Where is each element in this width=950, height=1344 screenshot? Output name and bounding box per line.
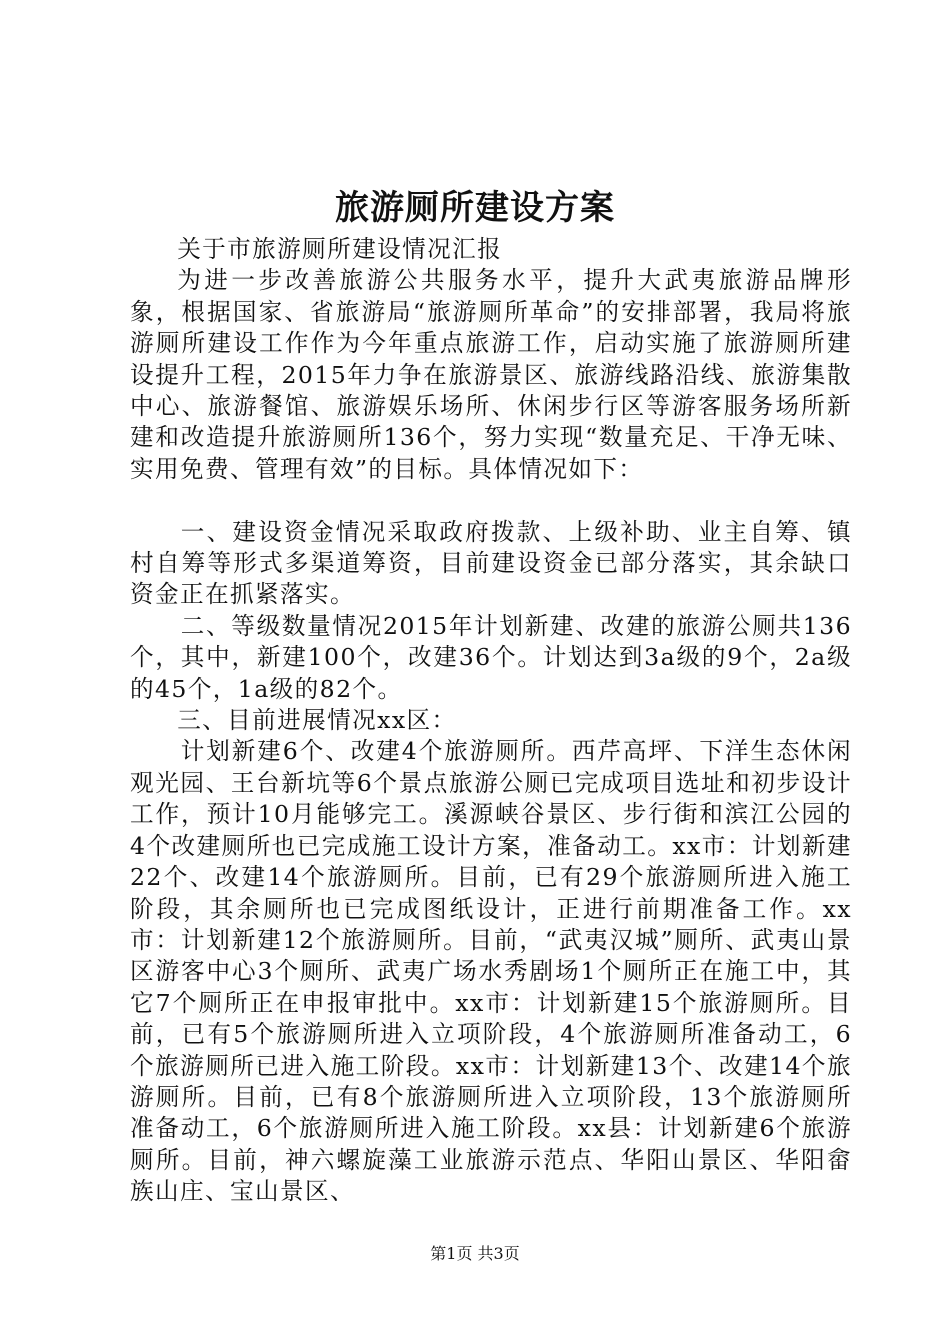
paragraph-quantity: 二、等级数量情况2015年计划新建、改建的旅游公厕共136个，其中，新建100个，改建36个。计划达到3a级的9个，2a级的45个，1a级的82个。 [130, 611, 852, 703]
document-title: 旅游厕所建设方案 [335, 188, 615, 228]
paragraph-progress-detail: 计划新建6个、改建4个旅游厕所。西芹高坪、下洋生态休闲观光园、王台新坑等6个景点旅游公厕已完成项目选址和初步设计工作，预计10月能够完工。溪源峡谷景区、步行街和滨江公园的4个改建厕所也已完成施工设计方案，准备动工。xx市：计划新建22个、改建14个旅游厕所。目前，已有29个旅游厕所进入施工阶段，其余厕所也已完成图纸设计，正进行前期准备工作。xx市：计划新建12个旅游厕所。目前，“武夷汉城”厕所、武夷山景区游客中心3个厕所、武夷广场水秀剧场1个厕所正在施工中，其它7个厕所正在申报审批中。xx市：计划新建15个旅游厕所。目前，已有5个旅游厕所进入立项阶段，4个旅游厕所准备动工，6个旅游厕所已进入施工阶段。xx市：计划新建13个、改建14个旅游厕所。目前，已有8个旅游厕所进入立项阶段，13个旅游厕所准备动工，6个旅游厕所进入施工阶段。xx县：计划新建6个旅游厕所。目前，神六螺旋藻工业旅游示范点、华阳山景区、华阳畲族山庄、宝山景区、 [130, 737, 852, 1206]
document-subtitle: 关于市旅游厕所建设情况汇报 [177, 235, 503, 263]
document-body [130, 234, 852, 1208]
paragraph-progress-heading: 三、目前进展情况xx区： [177, 706, 457, 735]
paragraph-intro: 为进一步改善旅游公共服务水平，提升大武夷旅游品牌形象，根据国家、省旅游局“旅游厕所革命”的安排部署，我局将旅游厕所建设工作作为今年重点旅游工作，启动实施了旅游厕所建设提升工程，2015年力争在旅游景区、旅游线路沿线、旅游集散中心、旅游餐馆、旅游娱乐场所、休闲步行区等游客服务场所新建和改造提升旅游厕所136个，努力实现“数量充足、干净无味、实用免费、管理有效”的目标。具体情况如下： [130, 266, 852, 483]
page-footer: 第1页 共3页 [430, 1244, 520, 1263]
paragraph-funding: 一、建设资金情况采取政府拨款、上级补助、业主自筹、镇村自筹等形式多渠道筹资，目前建设资金已部分落实，其余缺口资金正在抓紧落实。 [130, 517, 852, 609]
